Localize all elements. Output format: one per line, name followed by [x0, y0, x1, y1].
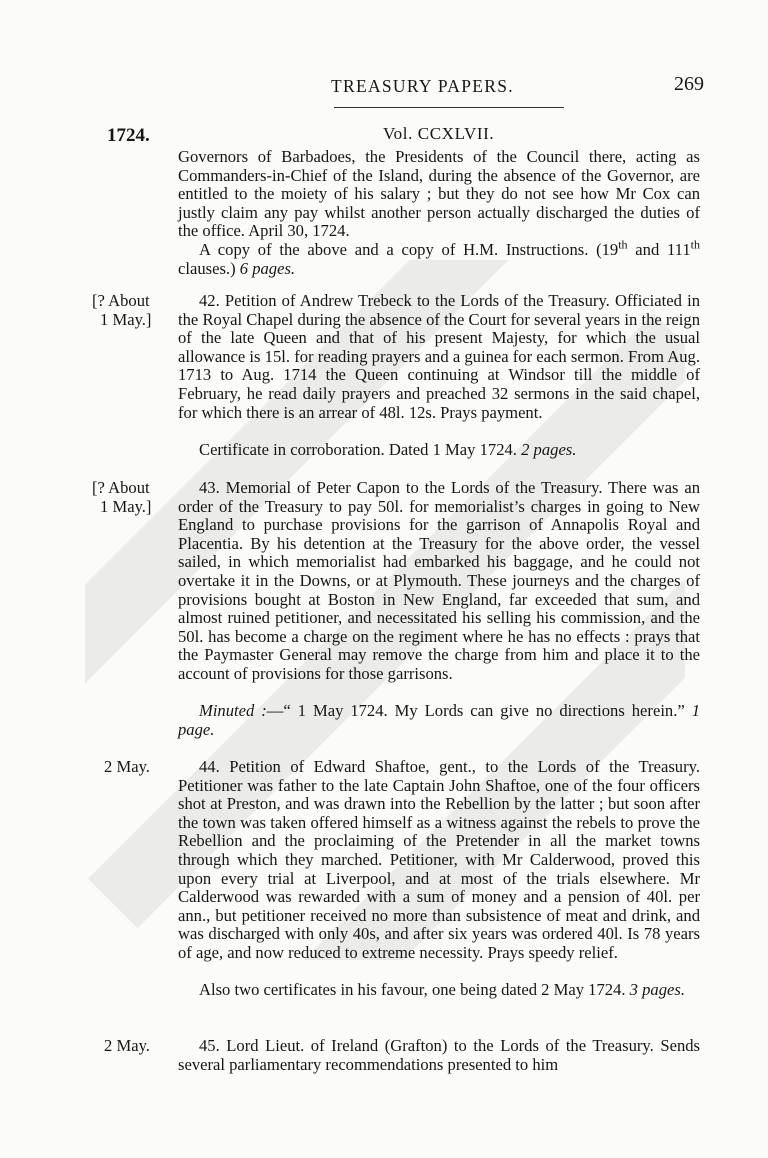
entry-44-text: 44. Petition of Edward Shaftoe, gent., to the Lords of the Treasury. Petitioner was father to the late Captain John Shaftoe, one of the four officers shot at Preston, and was drawn into the Rebellion by the latter ; but soon after the town was taken offered himself as a witness against the rebels to prove the Rebellion and the proclaiming of the Pretender in all the market towns through which they marched. Petitioner, with Mr Calderwood, proved this upon every trial at Liverpool, and at most of the trials elsewhere. Mr Calderwood was rewarded with a sum of money and a pension of 40l. per ann., but petitioner received no more than subsistence of meat and drink, and was discharged with only 40s, and after six years was ordered 40l. Is 78 years of age, and now reduced to extreme necessity. Prays speedy relief.	[178, 757, 700, 962]
entry-43-minute: Minuted :—“ 1 May 1724. My Lords can give no directions herein.” 1 page.	[178, 701, 700, 739]
entry-44-date: 2 May.	[104, 757, 150, 776]
entry-45-date: 2 May.	[104, 1036, 150, 1055]
page-count: 6 pages.	[239, 258, 296, 278]
entry-43-date: [? About 1 May.]	[92, 478, 152, 516]
entry-42-text: 42. Petition of Andrew Trebeck to the Lords of the Treasury. Officiated in the Royal Chapel during the absence of the Court for several years in the reign of the late Queen and that of his present Majesty, for which the usual allowance is 15l. for reading prayers and a guinea for each sermon. From Aug. 1713 to Aug. 1714 the Queen continuing at Windsor till the middle of February, he read daily prayers and preached 32 sermons in the said chapel, for which there is an arrear of 48l. 12s. Prays payment.	[178, 291, 700, 422]
page-count: 3 pages.	[629, 980, 685, 999]
entry-45-text: 45. Lord Lieut. of Ireland (Grafton) to the Lords of the Treasury. Sends several parliamentary recommendations presented to him	[178, 1036, 700, 1074]
year-label: 1724.	[107, 125, 150, 146]
page-count: 1 page.	[178, 701, 700, 739]
entry-42-note: Certificate in corroboration. Dated 1 May 1724. 2 pages.	[199, 440, 577, 459]
continuation-note: A copy of the above and a copy of H.M. Instructions. (19th and 111th clauses.) 6 pages.	[178, 237, 700, 278]
entry-42-date: [? About 1 May.]	[92, 291, 152, 329]
continuation-paragraph: Governors of Barbadoes, the Presidents of the Council there, acting as Commanders-in-Chief of the Island, during the absence of the Governor, are entitled to the moiety of his salary ; but they do not see how Mr Cox can justly claim any pay whilst another person actually discharged the duties of the office. April 30, 1724.	[178, 147, 700, 241]
entry-43-text: 43. Memorial of Peter Capon to the Lords of the Treasury. There was an order of the Treasury to pay 50l. for memorialist’s charges in going to New England to purchase provisions for the garrison of Annapolis Royal and Placentia. By his detention at the Treasury for the above order, the vessel sailed, in which memorialist had embarked his baggage, and he could not overtake it in the Downs, or at Plymouth. These journeys and the charges of provisions bought at Boston in New England, far exceeded that sum, and almost ruined petitioner, and necessitated his selling his commission, and the 50l. has become a charge on the regiment where he has no effects : prays that the Paymaster General may remove the charge from him and place it to the account of provisions for those garrisons.	[178, 478, 700, 683]
entry-44-note: Also two certificates in his favour, one being dated 2 May 1724. 3 pages.	[199, 980, 685, 999]
page-count: 2 pages.	[521, 440, 577, 459]
header-title: TREASURY PAPERS.	[331, 76, 514, 96]
header-rule	[334, 107, 564, 108]
volume-label: Vol. CCXLVII.	[383, 124, 495, 143]
page-number: 269	[674, 73, 704, 95]
